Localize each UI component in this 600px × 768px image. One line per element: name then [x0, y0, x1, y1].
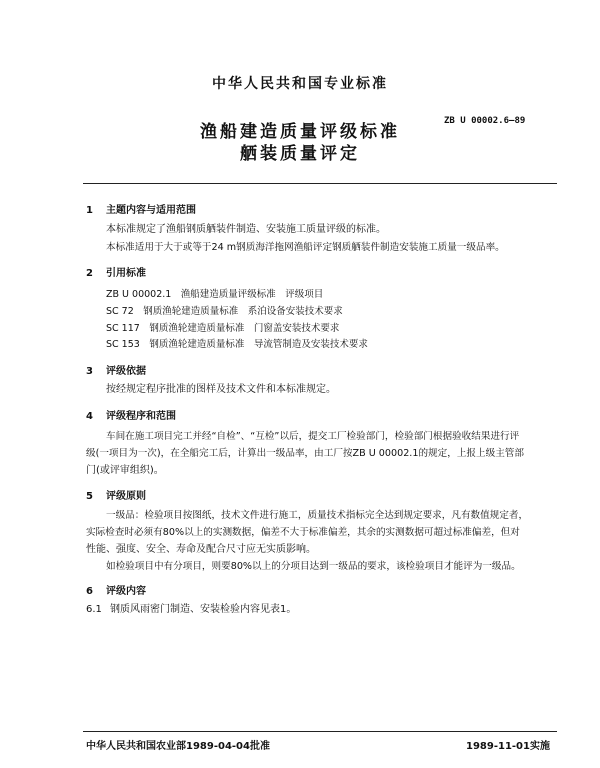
section-6-1-text: 钢质风雨密门制造、安装检验内容见表1。: [110, 604, 297, 615]
section-5-line2: 实际检查时必须有80%以上的实测数据，偏差不大于标准偏差，其余的实测数据可超过标准偏差，但对: [86, 527, 520, 538]
section-1-para1: 本标准规定了渔船钢质舾装件制造、安装施工质量评级的标准。: [106, 224, 386, 235]
section-4-line1: 车间在施工项目完工并经“自检”、“互检”以后，提交工厂检验部门，检验部门根据验收结果进行评: [106, 431, 520, 442]
section-1-title: 主题内容与适用范围: [106, 205, 196, 216]
section-6-1-number: 6.1: [86, 604, 102, 615]
section-5-line1: 一级品：检验项目按图纸，技术文件进行施工，质量技术指标完全达到规定要求，凡有数值规定者，: [106, 510, 529, 521]
section-2-heading: [86, 264, 146, 279]
section-4-line2: 级(一项目为一次)，在全船完工后，计算出一级品率，由工厂按ZB U 00002.1的规定，上报上级主管部: [86, 448, 524, 459]
section-3-para1: 按经规定程序批准的图样及技术文件和本标准规定。: [106, 384, 336, 395]
section-4-heading: [86, 407, 176, 422]
document-title-line1: 渔船建造质量评级标准: [200, 122, 400, 142]
section-4-title: 评级程序和范围: [106, 411, 176, 422]
reference-item: ZB U 00002.1 渔船建造质量评级标准 评级项目: [106, 289, 324, 300]
section-6-number: 6: [86, 586, 93, 597]
standard-code: ZB U 00002.6—89: [444, 116, 526, 126]
implementation-date: 1989-11-01实施: [466, 741, 550, 752]
section-3-heading: [86, 362, 146, 377]
bottom-rule: [83, 731, 557, 732]
section-4-number: 4: [86, 411, 93, 422]
section-6-heading: [86, 582, 146, 597]
section-5-number: 5: [86, 491, 93, 502]
reference-item: SC 117 钢质渔轮建造质量标准 门窗盖安装技术要求: [106, 323, 340, 334]
approval-line: 中华人民共和国农业部1989-04-04批准: [86, 741, 270, 752]
section-6-title: 评级内容: [106, 586, 146, 597]
section-5-line3: 性能、强度、安全、寿命及配合尺寸应无实质影响。: [86, 544, 316, 555]
section-2-number: 2: [86, 268, 93, 279]
top-rule: [83, 183, 557, 184]
section-1-para2: 本标准适用于大于或等于24 m钢质海洋拖网渔船评定钢质舾装件制造安装施工质量一级品率。: [106, 242, 505, 253]
reference-item: SC 153 钢质渔轮建造质量标准 导流管制造及安装技术要求: [106, 339, 368, 350]
section-5-title: 评级原则: [106, 491, 146, 502]
section-1-number: 1: [86, 205, 93, 216]
section-5-heading: [86, 487, 146, 502]
document-title-line2: 舾装质量评定: [240, 144, 360, 164]
section-2-title: 引用标准: [106, 268, 146, 279]
section-3-number: 3: [86, 366, 93, 377]
standard-body-header: 中华人民共和国专业标准: [212, 76, 388, 92]
section-6-1: [86, 600, 296, 620]
section-4-line3: 门(或评审组织)。: [86, 465, 164, 476]
section-5-line4: 如检验项目中有分项目，则要80%以上的分项目达到一级品的要求，该检验项目才能评为一级品。: [106, 561, 521, 572]
reference-item: SC 72 钢质渔轮建造质量标准 系泊设备安装技术要求: [106, 306, 343, 317]
section-1-heading: [86, 201, 196, 216]
section-3-title: 评级依据: [106, 366, 146, 377]
